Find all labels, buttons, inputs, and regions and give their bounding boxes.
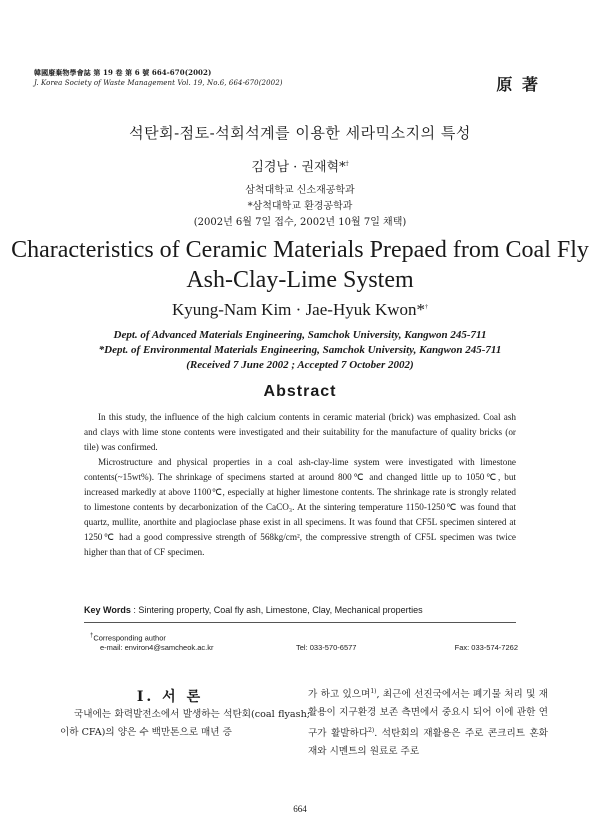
affiliation-ko-1: 삼척대학교 신소재공학과 xyxy=(245,185,355,196)
journal-header xyxy=(34,67,283,89)
dates-en: (Received 7 June 2002 ; Accepted 7 October 2002) xyxy=(186,359,414,371)
corresponding-mark: † xyxy=(345,160,349,168)
corresponding-mark-en: † xyxy=(425,304,429,311)
intro-left-column xyxy=(60,706,310,742)
article-type: 原 著 xyxy=(496,75,540,94)
affiliations-korean xyxy=(0,183,600,231)
authors-korean-names: 김경남 · 권재혁* xyxy=(251,160,346,175)
title-korean: 석탄회-점토-석회석계를 이용한 세라믹소지의 특성 xyxy=(129,124,471,142)
abstract-heading: Abstract xyxy=(263,383,337,400)
authors-korean xyxy=(0,156,600,175)
corresponding-footnote-mark: † xyxy=(90,633,94,639)
affiliations-english xyxy=(0,328,600,373)
journal-name-ko: 韓國廢棄物學會誌 第 19 卷 第 6 號 664-670(2002) xyxy=(34,68,212,77)
keywords-label: Key Words xyxy=(84,605,131,615)
keywords-text: : Sintering property, Coal fly ash, Limestone, Clay, Mechanical properties xyxy=(130,605,423,615)
abstract-body xyxy=(84,410,516,560)
title-english-line-1: Characteristics of Ceramic Materials Prepaed from Coal Fly xyxy=(11,237,589,263)
title-english-line-2: Ash-Clay-Lime System xyxy=(186,267,414,293)
authors-english xyxy=(0,300,600,320)
intro-right-text-b: , 최근에 선진국에서는 폐기물 처리 및 재활용이 지구환경 보존 측면에서 중요시 되어 이에 관한 연구가 활발하다 xyxy=(308,689,548,740)
affiliation-en-1: Dept. of Advanced Materials Engineering, Samchok University, Kangwon 245-711 xyxy=(113,329,487,341)
keywords xyxy=(84,605,423,615)
authors-english-names: Kyung-Nam Kim · Jae-Hyuk Kwon* xyxy=(171,300,426,319)
intro-right-text-c: . 석탄회의 재활용은 주로 콘크리트 혼화재와 시멘트의 원료로 주로 xyxy=(308,728,549,758)
section-heading-introduction: Ⅰ. 서 론 xyxy=(136,689,204,705)
corresponding-author-label: Corresponding author xyxy=(93,633,166,643)
intro-right-paragraph xyxy=(308,683,548,761)
intro-right-column xyxy=(308,683,548,761)
email-address: e-mail: environ4@samcheok.ac.kr xyxy=(100,643,214,652)
affiliation-ko-2: *삼척대학교 환경공학과 xyxy=(247,201,353,212)
page-number: 664 xyxy=(293,804,307,814)
intro-right-text-a: 가 하고 있으며 xyxy=(308,689,371,701)
affiliation-en-2: *Dept. of Environmental Materials Engineering, Samchok University, Kangwon 245-711 xyxy=(98,344,502,356)
abstract-paragraph-2: Microstructure and physical properties in a coal ash-clay-lime system were investigated with limestone contents(~15wt%). The shrinkage of specimens started at around 800℃ and changed little up to 1050℃, but increased markedly at above 1100℃, especially at higher limestone contents. The shrinkage rate is strongly related to limestone contents by decarbonization of the CaCO₃. At the sintering temperature 1150-1250℃ was found that quartz, mullite, anorthite and plagioclase phase exist in all specimens. It was found that CF5L specimen sintered at 1250℃ had a good compressive strength of 568kg/cm², the compressive strength of CF5L specimen was twice higher than that of CF specimen. xyxy=(84,457,516,557)
intro-left-text: 국내에는 화력발전소에서 발생하는 석탄회(coal flyash; 이하 CFA)의 양은 수 백만톤으로 매년 증 xyxy=(60,709,310,738)
footnote-divider xyxy=(84,622,516,623)
telephone: Tel: 033-570-6577 xyxy=(296,643,357,652)
abstract-paragraph-1: In this study, the influence of the high calcium contents in ceramic material (brick) was emphasized. Coal ash and clays with lime stone contents were investigated and their suitability for the manufacture of quality bricks (or tile) was confirmed. xyxy=(84,412,516,452)
dates-ko: (2002년 6월 7일 접수, 2002년 10월 7일 채택) xyxy=(193,217,407,228)
citation-2: 2) xyxy=(368,727,375,735)
citation-1: 1) xyxy=(370,688,377,695)
journal-name-en: J. Korea Society of Waste Management Vol. 19, No.6, 664-670(2002) xyxy=(34,79,283,87)
fax: Fax: 033-574-7262 xyxy=(454,643,518,652)
title-english xyxy=(0,235,600,295)
